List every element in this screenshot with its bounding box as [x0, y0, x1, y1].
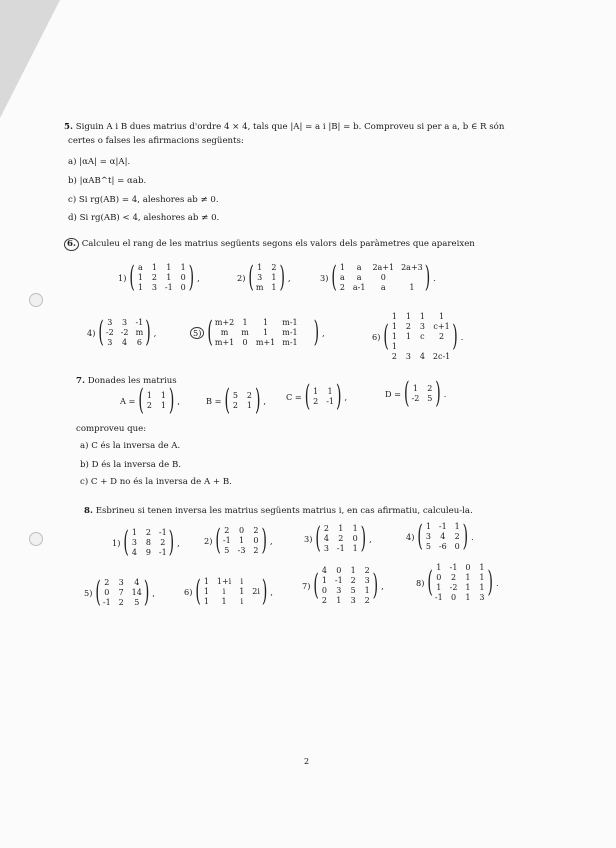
matrix-entry: 2: [224, 526, 230, 535]
matrix-entry: -1: [434, 593, 443, 602]
matrix-entry: 0: [454, 542, 460, 551]
matrix-entry: -6: [438, 542, 447, 551]
matrix-entry: m-1: [282, 318, 298, 327]
matrix-entry: 0: [451, 593, 457, 602]
matrix-entry: 1: [327, 387, 333, 396]
matrix-entry: 2: [160, 538, 166, 547]
matrix-entry: 2: [323, 524, 329, 533]
matrix-entry: 1: [313, 387, 319, 396]
ex7-matrix-A: A = ( 1 1 2 1 ) ,: [120, 384, 180, 418]
matrix-entry: 3: [257, 273, 263, 282]
matrix-entry: a: [380, 283, 386, 292]
matrix-entry: 1: [221, 597, 227, 606]
matrix-entry: 1: [352, 524, 358, 533]
matrix-entry: 1: [137, 273, 143, 282]
matrix-entry: 1: [336, 596, 342, 605]
matrix-entry: 2: [364, 596, 370, 605]
matrix-entry: 2: [145, 528, 151, 537]
matrix-entry: 2: [391, 352, 397, 361]
matrix-entry: 1: [271, 273, 277, 282]
matrix-entry: 4: [122, 338, 128, 347]
ex6-matrix-4: 4) ( 3 3 -1 -2 -2 m 3 4 6 ) ,: [87, 316, 157, 350]
matrix-entry: 1: [391, 342, 397, 351]
ex5-intro-line2: certes o falses les afirmacions següents:: [68, 136, 244, 146]
folded-corner: [0, 0, 60, 118]
matrix-entry: a: [356, 273, 362, 282]
matrix-entry: 1: [425, 522, 431, 531]
matrix-entry: 5: [425, 542, 431, 551]
matrix-entry: 0: [180, 283, 186, 292]
matrix-entry: 1: [352, 544, 358, 553]
matrix-entry: 1: [203, 597, 209, 606]
matrix-entry: 2i: [252, 587, 260, 596]
matrix-entry: 4: [321, 566, 327, 575]
matrix-entry: -1: [334, 576, 343, 585]
matrix-entry: a: [339, 273, 345, 282]
matrix-entry: [252, 597, 260, 607]
matrix-entry: 1: [271, 283, 277, 292]
matrix-entry: 4: [440, 532, 446, 541]
matrix-entry: 8: [145, 538, 151, 547]
matrix-entry: 3: [479, 593, 485, 602]
matrix-entry: 2: [313, 397, 319, 406]
ex6-matrix-1: 1) ( a 1 1 1 1 2 1 0 1 3 -1 0 ) ,: [118, 261, 200, 295]
matrix-entry: [305, 318, 312, 328]
matrix-entry: 0: [380, 273, 386, 282]
punch-hole-bottom: [29, 532, 43, 546]
ex5-item-c: c) Si rg(AB) = 4, aleshores ab ≠ 0.: [68, 195, 219, 205]
matrix-entry: 1: [151, 263, 157, 272]
matrix-entry: a: [356, 263, 362, 272]
matrix-entry: 0: [436, 573, 442, 582]
ex5-item-d: d) Si rg(AB) < 4, aleshores ab ≠ 0.: [68, 213, 220, 223]
matrix-entry: 1: [203, 577, 209, 586]
matrix-entry: m+1: [255, 338, 276, 347]
matrix-entry: 4: [134, 578, 140, 587]
ex5-item-b: b) |αAB^t| = αab.: [68, 176, 147, 186]
matrix-entry: 3: [350, 596, 356, 605]
matrix-entry: 2: [232, 401, 238, 410]
matrix-entry: -3: [237, 546, 246, 555]
matrix-entry: 1: [166, 263, 172, 272]
matrix-entry: 4: [323, 534, 329, 543]
matrix-entry: 1: [339, 263, 345, 272]
matrix-entry: [433, 342, 450, 352]
matrix-entry: 1: [203, 587, 209, 596]
matrix-entry: i: [240, 597, 244, 606]
matrix-entry: 2: [271, 263, 277, 272]
matrix-entry: 1: [405, 312, 411, 321]
ex8-intro: 8. Esbrineu si tenen inversa les matrius següents matrius i, en cas afirmatiu, calculeu-la.: [84, 506, 473, 516]
matrix-entry: -1: [449, 563, 458, 572]
ex8-matrix-3: 3) ( 2 1 1 4 2 0 3 -1 1 ) ,: [304, 522, 372, 556]
matrix-entry: 2: [338, 534, 344, 543]
matrix-entry: 1: [350, 566, 356, 575]
matrix-entry: m-1: [282, 328, 298, 337]
matrix-entry: [305, 328, 312, 338]
matrix-entry: 3: [122, 318, 128, 327]
matrix-entry: 0: [253, 536, 259, 545]
matrix-entry: 2: [439, 332, 445, 341]
matrix-entry: m-1: [282, 338, 298, 347]
matrix-entry: 2a+1: [372, 263, 395, 272]
matrix-entry: 0: [321, 586, 327, 595]
ex8-matrix-8: 8) ( 1 -1 0 1 0 2 1 1 1 -2 1 1 -1 0 1 3 ) .: [416, 563, 499, 602]
matrix-entry: -1: [336, 544, 345, 553]
matrix-entry: 5: [350, 586, 356, 595]
ex6-matrix-6: 6) ( 1 1 1 1 1 2 3 c+1 1 1 c 2 1 2 3 4 2c-1 ) .: [372, 312, 464, 361]
ex7-check: comproveu que:: [76, 424, 147, 434]
matrix-entry: 1: [405, 332, 411, 341]
matrix-entry: c: [420, 332, 425, 341]
matrix-entry: 2: [146, 401, 152, 410]
matrix-entry: 1: [391, 312, 397, 321]
matrix-entry: 1: [391, 332, 397, 341]
matrix-entry: 2: [118, 598, 124, 607]
matrix-entry: 3: [405, 352, 411, 361]
ex7-item-b: b) D és la inversa de B.: [80, 460, 182, 470]
matrix-entry: 1: [246, 401, 252, 410]
matrix-entry: [305, 338, 312, 348]
matrix-entry: 1: [479, 573, 485, 582]
matrix-entry: i: [240, 577, 244, 586]
matrix-entry: 1: [412, 384, 418, 393]
matrix-entry: 1: [436, 583, 442, 592]
matrix-entry: [405, 342, 412, 352]
matrix-entry: -1: [438, 522, 447, 531]
ex7-item-a: a) C és la inversa de A.: [80, 441, 181, 451]
matrix-entry: m: [220, 328, 229, 337]
matrix-entry: a-1: [352, 283, 366, 292]
matrix-entry: i: [222, 587, 226, 596]
ex7-item-c: c) C + D no és la inversa de A + B.: [80, 477, 232, 487]
matrix-entry: 2: [253, 526, 259, 535]
matrix-entry: 2: [151, 273, 157, 282]
matrix-entry: 2: [405, 322, 411, 331]
ex8-matrix-5: 5) ( 2 3 4 0 7 14 -1 2 5 ) ,: [84, 576, 155, 610]
matrix-entry: 1: [454, 522, 460, 531]
matrix-entry: 1: [436, 563, 442, 572]
ex6-matrix-3: 3) ( 1 a 2a+1 2a+3 a a 0 2 a-1 a 1 ) .: [320, 261, 436, 295]
ex8-matrix-6: 6) ( 1 1+i i 1 i 1 2i 1 1 i ) ,: [184, 575, 273, 609]
ex8-matrix-4: 4) ( 1 -1 1 3 4 2 5 -6 0 ) .: [406, 520, 474, 554]
matrix-entry: 3: [425, 532, 431, 541]
matrix-entry: 2: [451, 573, 457, 582]
matrix-entry: 1: [137, 283, 143, 292]
matrix-entry: 6: [136, 338, 142, 347]
matrix-entry: -2: [411, 394, 420, 403]
matrix-entry: 3: [364, 576, 370, 585]
matrix-entry: m+1: [214, 338, 235, 347]
matrix-entry: 2: [321, 596, 327, 605]
matrix-entry: 1: [180, 263, 186, 272]
matrix-entry: m+2: [214, 318, 235, 327]
ex5-item-a: a) |αA| = α|A|.: [68, 157, 131, 167]
matrix-entry: 2: [253, 546, 259, 555]
matrix-entry: 1: [391, 322, 397, 331]
matrix-entry: 1: [263, 328, 269, 337]
matrix-entry: 1: [439, 312, 445, 321]
page-number: 2: [304, 757, 310, 766]
matrix-entry: 3: [118, 578, 124, 587]
matrix-entry: 2: [364, 566, 370, 575]
matrix-entry: 3: [323, 544, 329, 553]
matrix-entry: [419, 342, 426, 352]
ex5-intro-line1: 5. Siguin A i B dues matrius d'ordre 4 × 4, tals que |A| = a i |B| = b. Comproveu si per a a, b ∈ R són: [64, 122, 505, 132]
matrix-entry: 1: [479, 563, 485, 572]
matrix-entry: 0: [336, 566, 342, 575]
matrix-entry: [252, 577, 260, 587]
matrix-entry: 1: [239, 587, 245, 596]
matrix-entry: 5: [232, 391, 238, 400]
matrix-entry: 5: [427, 394, 433, 403]
matrix-entry: 5: [134, 598, 140, 607]
ex8-matrix-1: 1) ( 1 2 -1 3 8 2 4 9 -1 ) ,: [112, 526, 180, 560]
matrix-entry: 2: [427, 384, 433, 393]
matrix-entry: 0: [242, 338, 248, 347]
matrix-entry: 1: [364, 586, 370, 595]
ex7-matrix-D: D = ( 1 2 -2 5 ) .: [385, 377, 447, 411]
matrix-entry: -1: [102, 598, 111, 607]
matrix-entry: 4: [419, 352, 425, 361]
matrix-entry: -2: [120, 328, 129, 337]
matrix-entry: 1: [479, 583, 485, 592]
matrix-entry: 2: [454, 532, 460, 541]
matrix-entry: 5: [224, 546, 230, 555]
matrix-entry: m: [255, 283, 264, 292]
matrix-entry: 3: [419, 322, 425, 331]
ex8-matrix-2: 2) ( 2 0 2 -1 1 0 5 -3 2 ) ,: [204, 524, 273, 558]
matrix-entry: -1: [158, 528, 167, 537]
matrix-entry: -2: [105, 328, 114, 337]
matrix-entry: 2c-1: [432, 352, 451, 361]
punch-hole-top: [29, 293, 43, 307]
matrix-entry: 4: [131, 548, 137, 557]
matrix-entry: 1: [465, 593, 471, 602]
ex6-matrix-5: 5) ( m+2 1 1 m-1 m m 1 m-1 m+1 0 m+1 m-1 ) ,: [190, 318, 325, 348]
matrix-entry: 0: [239, 526, 245, 535]
matrix-entry: -1: [326, 397, 334, 406]
matrix-entry: 3: [336, 586, 342, 595]
matrix-entry: -1: [222, 536, 231, 545]
matrix-entry: 1: [419, 312, 425, 321]
matrix-entry: 2: [350, 576, 356, 585]
matrix-entry: 1: [160, 391, 166, 400]
matrix-entry: 0: [180, 273, 186, 282]
matrix-entry: 1: [160, 401, 166, 410]
matrix-entry: 2a+3: [401, 263, 423, 272]
matrix-entry: 1: [465, 573, 471, 582]
ex7-intro: 7. Donades les matrius: [76, 376, 177, 386]
matrix-entry: 9: [145, 548, 151, 557]
matrix-entry: 0: [352, 534, 358, 543]
matrix-entry: 1: [131, 528, 137, 537]
matrix-entry: 1: [146, 391, 152, 400]
matrix-entry: 3: [151, 283, 157, 292]
matrix-entry: 1: [257, 263, 263, 272]
ex7-matrix-B: B = ( 5 2 2 1 ) ,: [206, 384, 267, 418]
matrix-entry: 3: [107, 318, 113, 327]
matrix-entry: c+1: [433, 322, 450, 331]
matrix-entry: 3: [107, 338, 113, 347]
matrix-entry: 2: [246, 391, 252, 400]
matrix-entry: -1: [164, 283, 173, 292]
matrix-entry: 0: [104, 588, 110, 597]
ex7-matrix-C: C = ( 1 1 2 -1 ) ,: [286, 380, 348, 414]
matrix-entry: 1: [166, 273, 172, 282]
matrix-entry: [401, 273, 423, 283]
matrix-entry: m: [135, 328, 144, 337]
ex6-intro: 6. Calculeu el rang de les matrius següents segons els valors dels paràmetres que apareixen: [64, 238, 475, 251]
matrix-entry: 1: [263, 318, 269, 327]
matrix-entry: 1+i: [216, 577, 232, 586]
matrix-entry: 1: [242, 318, 248, 327]
matrix-entry: a: [137, 263, 143, 272]
matrix-entry: 0: [465, 563, 471, 572]
matrix-entry: -1: [135, 318, 144, 327]
matrix-entry: -1: [158, 548, 167, 557]
matrix-entry: 2: [104, 578, 110, 587]
matrix-entry: 2: [339, 283, 345, 292]
matrix-entry: 7: [118, 588, 124, 597]
matrix-entry: 1: [338, 524, 344, 533]
matrix-entry: 3: [131, 538, 137, 547]
ex6-matrix-2: 2) ( 1 2 3 1 m 1 ) ,: [237, 261, 291, 295]
matrix-entry: 14: [131, 588, 142, 597]
matrix-entry: -2: [449, 583, 458, 592]
matrix-entry: 1: [409, 283, 415, 292]
matrix-entry: m: [241, 328, 249, 337]
matrix-entry: 1: [465, 583, 471, 592]
matrix-entry: 1: [239, 536, 245, 545]
ex8-matrix-7: 7) ( 4 0 1 2 1 -1 2 3 0 3 5 1 2 1 3 2 ) ,: [302, 566, 384, 605]
matrix-entry: 1: [321, 576, 327, 585]
